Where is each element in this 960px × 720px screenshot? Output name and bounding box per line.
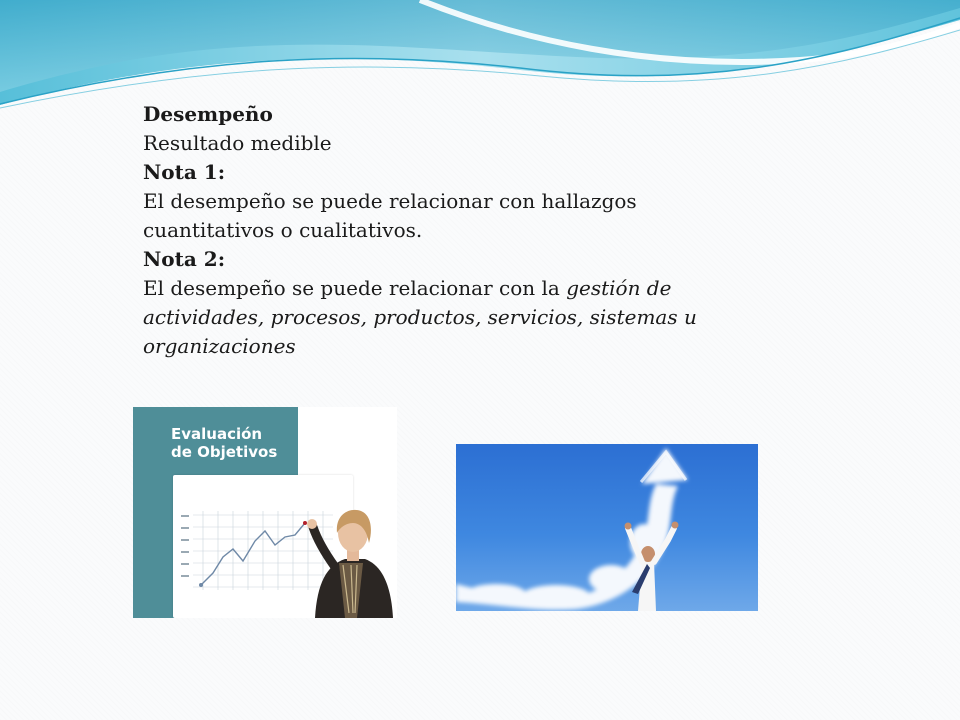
note-2-label: Nota 2: — [143, 247, 226, 271]
slide-heading: Desempeño — [143, 102, 273, 126]
note-2-italic-text: gestión de actividades, procesos, productos, servicios, sistemas u organizaciones — [143, 276, 697, 358]
slide-text-block — [143, 100, 723, 361]
definition-text: Resultado medible — [143, 131, 332, 155]
cloud-arrow-icon — [456, 444, 758, 611]
evaluation-objectives-image — [133, 407, 397, 618]
note-1-label: Nota 1: — [143, 160, 226, 184]
evaluation-title-line1: Evaluación — [171, 425, 263, 443]
success-arrow-image — [456, 444, 758, 611]
woman-drawing-person-icon — [305, 503, 397, 618]
note-2-plain-text: El desempeño se puede relacionar con la — [143, 276, 567, 300]
evaluation-title-line2: de Objetivos — [171, 443, 278, 461]
note-2-text — [143, 274, 723, 361]
note-1-text: El desempeño se puede relacionar con hallazgos cuantitativos o cualitativos. — [143, 189, 637, 242]
evaluation-image-title — [171, 425, 277, 461]
